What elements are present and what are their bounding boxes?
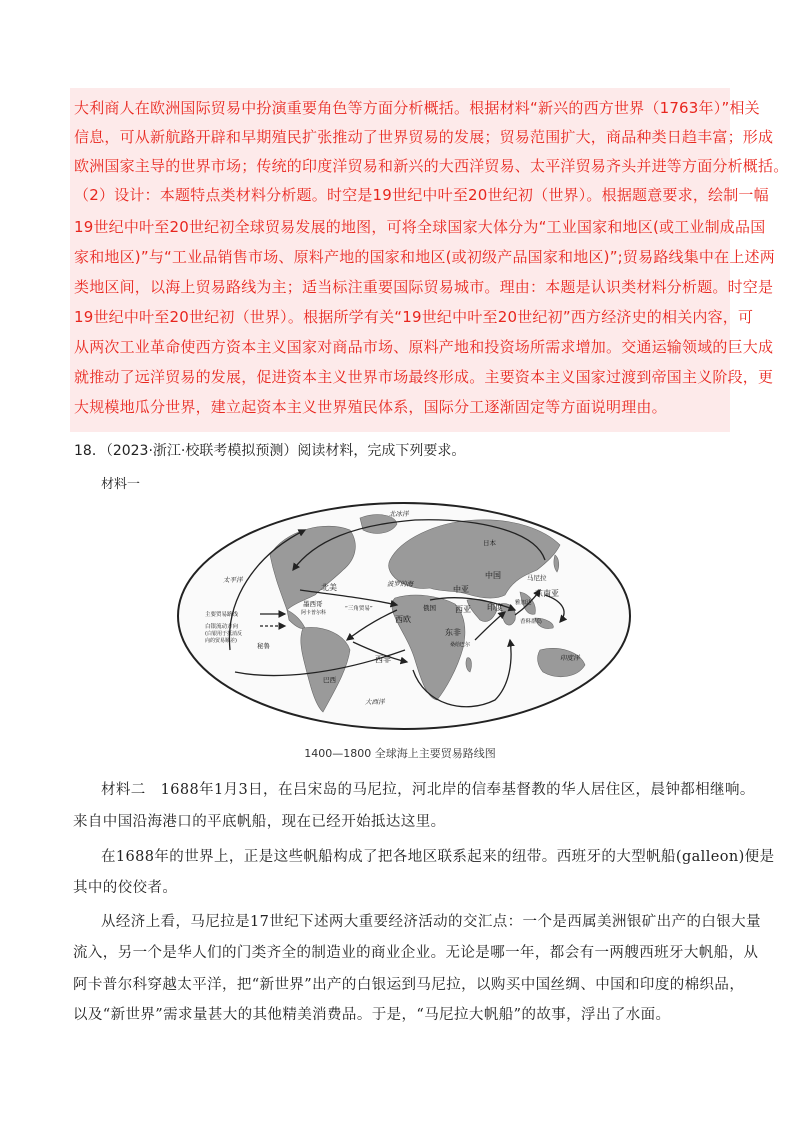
label-west-africa: 西非 xyxy=(375,655,391,664)
label-arctic: 北冰洋 xyxy=(389,510,409,518)
label-jakarta: 雅加达 xyxy=(515,600,532,606)
material2-line: 材料二 1688年1月3日，在吕宋岛的马尼拉，河北岸的信奉基督教的华人居住区，晨钟都相继响。 xyxy=(101,782,755,798)
label-baltic: 波罗的海 xyxy=(387,580,413,588)
label-china: 中国 xyxy=(485,571,501,580)
answer-line: 从两次工业革命使西方资本主义国家对商品市场、原料产地和投资场所需求增加。交通运输领域的巨大成 xyxy=(74,338,774,356)
label-india: 印度 xyxy=(487,603,503,612)
answer-line: （2）设计：本题特点类材料分析题。时空是19世纪中叶至20世纪初（世界）。根据题意要求，绘制一幅 xyxy=(74,186,769,204)
answer-line: 家和地区)”与“工业品销售市场、原料产地的国家和地区(或初级产品国家和地区)”;贸易路线集中在上述两 xyxy=(74,248,775,266)
label-atlantic: 大西洋 xyxy=(365,698,385,706)
label-east-africa: 东非 xyxy=(445,628,461,637)
material2-line: 从经济上看，马尼拉是17世纪下述两大重要经济活动的交汇点：一个是西属美洲银矿出产的白银大量 xyxy=(101,914,761,930)
label-brazil: 巴西 xyxy=(323,676,336,684)
legend-silver-label: 白银流动方向 xyxy=(205,624,239,630)
label-west-asia: 西亚 xyxy=(455,605,471,614)
answer-line: 类地区间，以海上贸易路线为主；适当标注重要国际贸易城市。理由：本题是认识类材料分析题。时空是 xyxy=(74,278,774,296)
material1-label: 材料一 xyxy=(101,477,141,492)
label-manila: 马尼拉 xyxy=(527,574,547,582)
label-north-america: 北美 xyxy=(321,583,337,592)
label-zanzibar: 桑给巴尔 xyxy=(450,642,471,648)
map-svg xyxy=(175,500,633,732)
material2-line: 其中的佼佼者。 xyxy=(73,880,178,896)
answer-line: 大利商人在欧洲国际贸易中扮演重要角色等方面分析概括。根据材料“新兴的西方世界（1763年）”相关 xyxy=(74,99,760,117)
answer-line: 欧洲国家主导的世界市场；传统的印度洋贸易和新兴的大西洋贸易、太平洋贸易齐头并进等方面分析概括。 xyxy=(74,157,789,175)
material2-line: 在1688年的世界上，正是这些帆船构成了把各地区联系起来的纽带。西班牙的大型帆船(galleon)便是 xyxy=(101,849,775,865)
label-moluccas: 香料群岛 xyxy=(520,619,543,625)
label-indian-ocean: 印度洋 xyxy=(560,654,580,662)
label-russia: 俄国 xyxy=(423,604,436,612)
label-central-asia: 中亚 xyxy=(453,585,469,594)
answer-line: 大规模地瓜分世界，建立起资本主义世界殖民体系，国际分工逐渐固定等方面说明理由。 xyxy=(74,398,667,416)
label-japan: 日本 xyxy=(483,539,496,547)
material2-line: 来自中国沿海港口的平底帆船，现在已经开始抵达这里。 xyxy=(73,814,446,830)
label-western-europe: 西欧 xyxy=(395,615,411,624)
label-peru: 秘鲁 xyxy=(257,642,270,650)
question-title: 18．（2023·浙江·校联考模拟预测）阅读材料，完成下列要求。 xyxy=(74,443,466,459)
label-triangle-trade: “三角贸易” xyxy=(345,606,373,612)
material2-line: 流入，另一个是华人们的门类齐全的制造业的商业企业。无论是哪一年，都会有一两艘西班牙大帆船，从 xyxy=(73,945,759,961)
material2-line: 阿卡普尔科穿越太平洋，把“新世界”出产的白银运到马尼拉，以购买中国丝绸、中国和印度的棉织品， xyxy=(73,977,745,993)
answer-line: 信息，可从新航路开辟和早期殖民扩张推动了世界贸易的发展；贸易范围扩大，商品种类日趋丰富；形成 xyxy=(74,128,774,146)
legend-route-label: 主要贸易路线 xyxy=(205,612,239,618)
map-caption: 1400—1800 全球海上主要贸易路线图 xyxy=(304,747,496,760)
legend-silver-note2: 向的贸易顺差) xyxy=(205,638,237,644)
label-pacific: 太平洋 xyxy=(223,576,243,584)
trade-route-map xyxy=(175,500,633,732)
answer-line: 就推动了远洋贸易的发展，促进资本主义世界市场最终形成。主要资本主义国家过渡到帝国主义阶段，更 xyxy=(74,368,774,386)
legend-silver-note1: (白银用于抵消反 xyxy=(205,631,242,637)
label-mexico: 墨西哥 xyxy=(303,600,323,608)
material2-line: 以及“新世界”需求量甚大的其他精美消费品。于是，“马尼拉大帆船”的故事，浮出了水面。 xyxy=(73,1007,671,1023)
answer-line: 19世纪中叶至20世纪初全球贸易发展的地图，可将全球国家大体分为“工业国家和地区(或工业制成品国 xyxy=(74,218,766,236)
label-southeast-asia: 东南亚 xyxy=(535,589,559,598)
label-mexico-sub: 阿卡普尔科 xyxy=(301,610,327,616)
answer-line: 19世纪中叶至20世纪初（世界）。根据所学有关“19世纪中叶至20世纪初”西方经济史的相关内容，可 xyxy=(74,308,754,326)
